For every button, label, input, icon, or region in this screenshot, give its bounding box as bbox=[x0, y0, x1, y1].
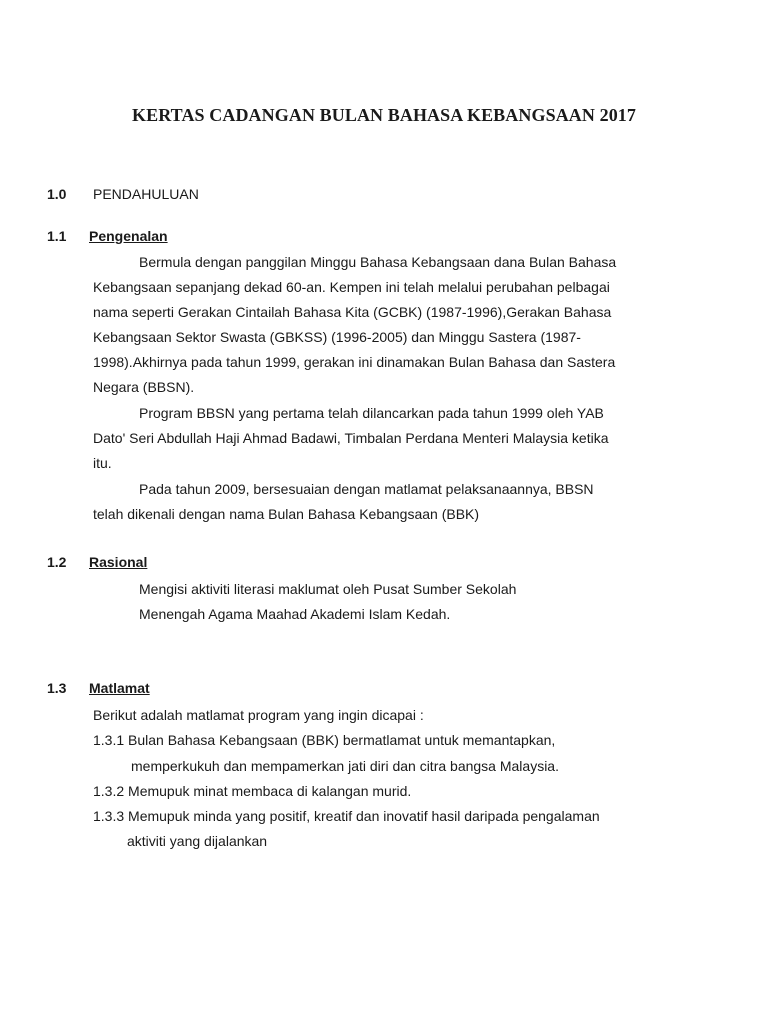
paragraph-line: Program BBSN yang pertama telah dilancarkan pada tahun 1999 oleh YAB bbox=[139, 405, 604, 421]
paragraph-line: Kebangsaan Sektor Swasta (GBKSS) (1996-2005) dan Minggu Sastera (1987- bbox=[93, 329, 581, 345]
paragraph-line: 1998).Akhirnya pada tahun 1999, gerakan ini dinamakan Bulan Bahasa dan Sastera bbox=[93, 354, 616, 370]
section-1-0-number: 1.0 bbox=[47, 186, 67, 202]
section-1-1-number: 1.1 bbox=[47, 228, 67, 244]
paragraph-line: Negara (BBSN). bbox=[93, 379, 195, 395]
paragraph-line: nama seperti Gerakan Cintailah Bahasa Kita (GCBK) (1987-1996),Gerakan Bahasa bbox=[93, 304, 612, 320]
section-1-3-number: 1.3 bbox=[47, 680, 67, 696]
paragraph-line: Kebangsaan sepanjang dekad 60-an. Kempen ini telah melalui perubahan pelbagai bbox=[93, 279, 610, 295]
section-1-2-number: 1.2 bbox=[47, 554, 67, 570]
section-1-0-heading: PENDAHULUAN bbox=[93, 186, 199, 202]
paragraph-line: itu. bbox=[93, 455, 112, 471]
paragraph-line: Mengisi aktiviti literasi maklumat oleh Pusat Sumber Sekolah bbox=[139, 581, 517, 597]
list-item-continuation: aktiviti yang dijalankan bbox=[127, 833, 268, 849]
paragraph-line: Bermula dengan panggilan Minggu Bahasa Kebangsaan dana Bulan Bahasa bbox=[139, 254, 617, 270]
paragraph-line: Dato' Seri Abdullah Haji Ahmad Badawi, Timbalan Perdana Menteri Malaysia ketika bbox=[93, 430, 609, 446]
section-1-3-heading: Matlamat bbox=[89, 680, 150, 696]
section-1-1-heading: Pengenalan bbox=[89, 228, 168, 244]
list-item: 1.3.1 Bulan Bahasa Kebangsaan (BBK) bermatlamat untuk memantapkan, bbox=[93, 732, 556, 748]
paragraph-line: Berikut adalah matlamat program yang ingin dicapai : bbox=[93, 707, 424, 723]
list-item-continuation: memperkukuh dan mempamerkan jati diri dan citra bangsa Malaysia. bbox=[131, 758, 559, 774]
document-title: KERTAS CADANGAN BULAN BAHASA KEBANGSAAN 2017 bbox=[132, 105, 636, 125]
paragraph-line: Menengah Agama Maahad Akademi Islam Kedah. bbox=[139, 606, 451, 622]
list-item: 1.3.2 Memupuk minat membaca di kalangan murid. bbox=[93, 783, 412, 799]
section-1-2-heading: Rasional bbox=[89, 554, 148, 570]
list-item: 1.3.3 Memupuk minda yang positif, kreatif dan inovatif hasil daripada pengalaman bbox=[93, 808, 600, 824]
paragraph-line: Pada tahun 2009, bersesuaian dengan matlamat pelaksanaannya, BBSN bbox=[139, 481, 594, 497]
paragraph-line: telah dikenali dengan nama Bulan Bahasa Kebangsaan (BBK) bbox=[93, 506, 480, 522]
